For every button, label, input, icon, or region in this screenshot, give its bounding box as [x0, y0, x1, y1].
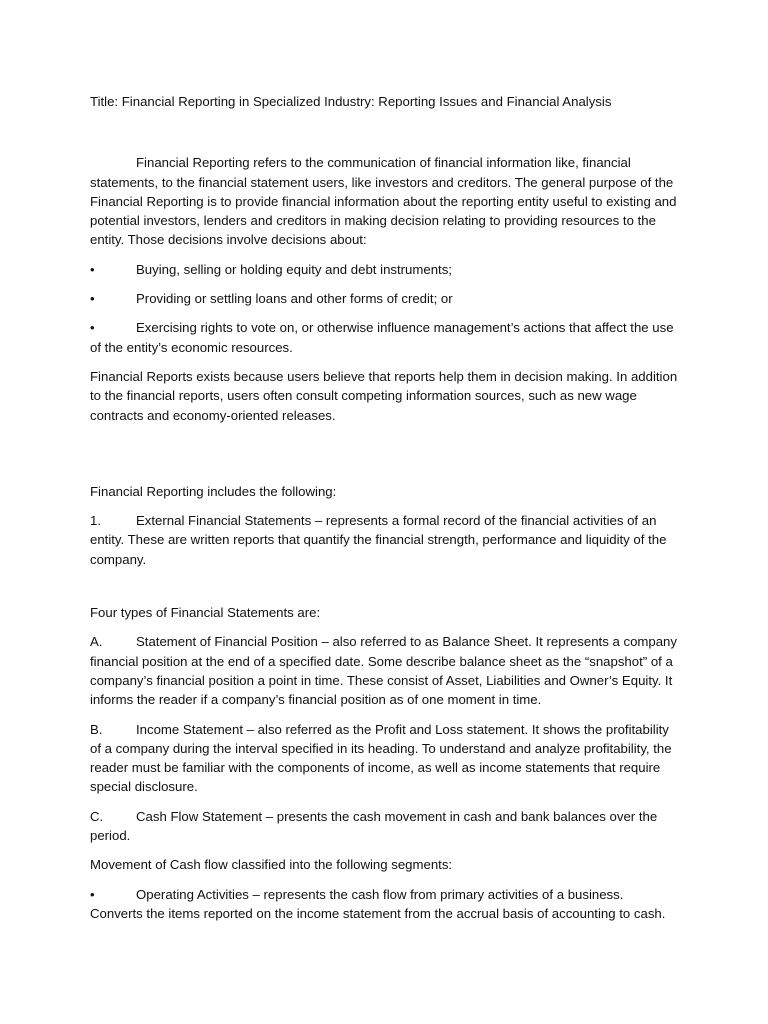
- statement-type-item: [90, 632, 678, 709]
- cash-flow-heading: Movement of Cash flow classified into the following segments:: [90, 857, 453, 873]
- reports-paragraph: Financial Reports exists because users believe that reports help them in decision making. In addition to the financial reports, users often consult competing information sources, such as new wage contracts and economy-oriented releases.: [90, 368, 678, 423]
- bullet-marker: •: [90, 886, 95, 902]
- includes-item-text: External Financial Statements – represents a formal record of the financial activities of an entity. These are written reports that quantify the financial strength, performance and liquidity of the company.: [90, 513, 667, 567]
- number-marker: 1.: [90, 513, 101, 529]
- document-title: Title: Financial Reporting in Specialized Industry: Reporting Issues and Financial Analysis: [90, 94, 612, 109]
- letter-marker: B.: [90, 721, 103, 737]
- types-heading: Four types of Financial Statements are:: [90, 605, 321, 621]
- decision-bullet-item: [90, 260, 678, 279]
- intro-paragraph: Financial Reporting refers to the communication of financial information like, financial statements, to the financial statement users, like investors and creditors. The general purpose of the Financial Reporting is to provide financial information about the reporting entity useful to existing and potential investors, lenders and creditors in making decision relating to providing resources to the entity. Those decisions involve decisions about:: [90, 155, 677, 248]
- cash-flow-bullet-text: Operating Activities – represents the cash flow from primary activities of a business. Converts the items reported on the income statement from the accrual basis of accounting to cash.: [90, 886, 666, 921]
- bullet-marker: •: [90, 261, 95, 277]
- decision-bullet-text: Exercising rights to vote on, or otherwise influence management’s actions that affect the use of the entity’s economic resources.: [90, 320, 674, 355]
- statement-type-item: [90, 720, 678, 797]
- letter-marker: A.: [90, 634, 103, 650]
- cash-flow-bullet-item: [90, 885, 678, 924]
- decision-bullet-list: [90, 260, 678, 357]
- statement-type-text: Income Statement – also referred as the Profit and Loss statement. It shows the profitability of a company during the interval specified in its heading. To understand and analyze profitability, the reader must be familiar with the components of income, as well as income statements that require special disclosure.: [90, 721, 672, 795]
- bullet-marker: •: [90, 291, 95, 307]
- statement-type-text: Statement of Financial Position – also referred to as Balance Sheet. It represents a company financial position at the end of a specified date. Some describe balance sheet as the “snapshot” of a company’s financial position a point in time. These consist of Asset, Liabilities and Owner’s Equity. It informs the reader if a company’s financial position as of one moment in time.: [90, 634, 677, 708]
- letter-marker: C.: [90, 808, 104, 824]
- decision-bullet-text: Buying, selling or holding equity and debt instruments;: [136, 261, 452, 277]
- includes-list-item: [90, 511, 678, 569]
- statement-type-text: Cash Flow Statement – presents the cash movement in cash and bank balances over the period.: [90, 808, 658, 844]
- statement-types-list: [90, 632, 678, 845]
- includes-heading: Financial Reporting includes the following:: [90, 483, 337, 499]
- document-content: [90, 92, 678, 933]
- decision-bullet-item: [90, 289, 678, 308]
- bullet-marker: •: [90, 320, 95, 336]
- decision-bullet-text: Providing or settling loans and other forms of credit; or: [136, 291, 453, 307]
- statement-type-item: [90, 807, 678, 846]
- decision-bullet-item: [90, 318, 678, 357]
